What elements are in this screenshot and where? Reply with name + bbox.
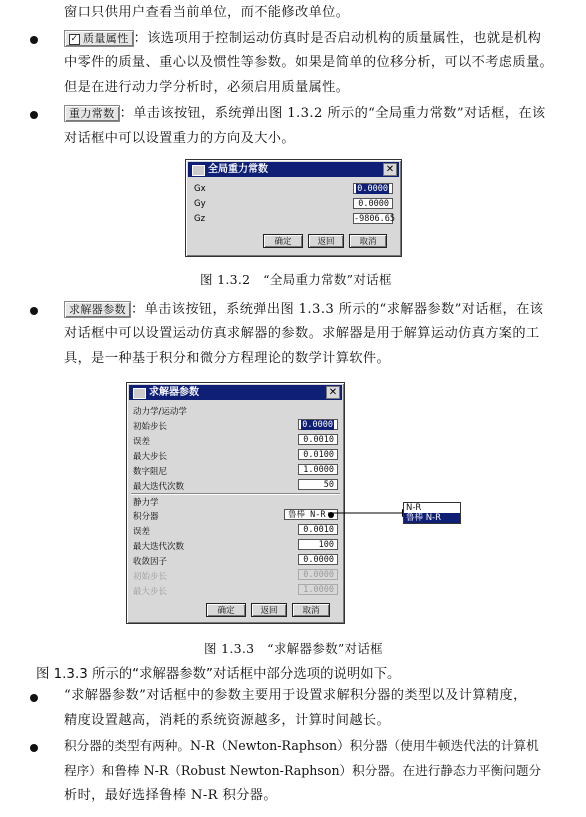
- error-label: 误差: [133, 437, 151, 447]
- gx-input[interactable]: [353, 183, 393, 194]
- ok-button[interactable]: 确定: [206, 603, 246, 617]
- gy-input[interactable]: 0.0000: [353, 198, 393, 209]
- dialog-title-bar: [129, 385, 342, 400]
- integrator-dropdown-list: [403, 502, 461, 524]
- damping-input[interactable]: 1.0000: [298, 464, 338, 475]
- text-line: 对话框中可以设置重力的方向及大小。: [64, 131, 295, 146]
- max-step-label: 最大步长: [133, 452, 168, 462]
- gravity-dialog: [185, 159, 402, 257]
- integrator-label: 积分器: [133, 512, 159, 522]
- gx-value: 0.0000: [357, 184, 388, 194]
- init-step-label: 初始步长: [133, 422, 168, 432]
- back-button[interactable]: 返回: [308, 234, 344, 248]
- max-iter-label: 最大迭代次数: [133, 482, 185, 492]
- cancel-button[interactable]: 取消: [349, 234, 387, 248]
- text-span: ：单击该按钮，系统弹出图 1.3.3 所示的“求解器参数”对话框，在该: [131, 302, 544, 317]
- text-line: 中零件的质量、重心以及惯性等参数。如果是简单的位移分析，可以不考虑质量。: [64, 55, 554, 70]
- static-max-step-input: 1.0000: [298, 584, 338, 595]
- arrow-connector: [320, 500, 410, 530]
- dropdown-option-robust-nr[interactable]: 鲁棒 N-R: [404, 513, 460, 523]
- gy-label: Gy: [194, 199, 206, 209]
- window-icon: [192, 165, 205, 176]
- text-line: 精度设置越高，消耗的系统资源越多，计算时间越长。: [64, 713, 391, 728]
- ok-button[interactable]: 确定: [263, 234, 303, 248]
- figure-caption: 图 1.3.2 “全局重力常数”对话框: [200, 272, 392, 287]
- text-span: ：该选项用于控制运动仿真时是否启动机构的质量属性，也就是机构: [133, 31, 542, 46]
- gx-label: Gx: [194, 184, 206, 194]
- dropdown-option-nr[interactable]: N-R: [406, 503, 422, 513]
- static-max-iter-label: 最大迭代次数: [133, 542, 185, 552]
- dialog-title: 全局重力常数: [208, 164, 268, 175]
- integrator-value: 鲁棒 N-R: [288, 510, 326, 520]
- text-line: “求解器参数”对话框中的参数主要用于设置求解积分器的类型以及计算精度，: [64, 688, 527, 703]
- dialog-title: 求解器参数: [149, 387, 199, 398]
- bullet: [30, 36, 38, 44]
- back-button[interactable]: 返回: [251, 603, 287, 617]
- gz-input[interactable]: -9806.65: [354, 214, 395, 224]
- group-label-dynamics: 动力学/运动学: [133, 407, 187, 417]
- gravity-button-ui: 重力常数: [64, 105, 120, 122]
- text-line: 程序）和鲁棒 N-R（Robust Newton-Raphson）积分器。在进行静态力平衡问题分: [64, 763, 542, 778]
- text-span: ：单击该按钮，系统弹出图 1.3.2 所示的“全局重力常数”对话框，在该: [119, 106, 546, 121]
- text-line: 具，是一种基于积分和微分方程理论的数学计算软件。: [64, 351, 391, 366]
- solver-button-ui: 求解器参数: [64, 301, 131, 318]
- converge-input[interactable]: 0.0000: [298, 554, 338, 565]
- check-icon: ✓: [70, 33, 79, 44]
- solver-dialog: [126, 382, 345, 624]
- text-line: 析时，最好选择鲁棒 N-R 积分器。: [64, 788, 277, 803]
- section-heading: 图 1.3.3 所示的“求解器参数”对话框中部分选项的说明如下。: [36, 667, 401, 682]
- text-line: 窗口只供用户查看当前单位，而不能修改单位。: [64, 5, 350, 20]
- static-init-step-label: 初始步长: [133, 572, 168, 582]
- text-line: [64, 105, 546, 122]
- max-iter-input[interactable]: 50: [298, 479, 338, 490]
- close-icon[interactable]: ✕: [326, 386, 340, 399]
- bullet: [30, 694, 38, 702]
- text-line: [64, 30, 541, 47]
- bullet: [30, 307, 38, 315]
- text-line: [64, 301, 543, 318]
- bullet: [30, 111, 38, 119]
- static-error-input[interactable]: 0.0010: [298, 524, 338, 535]
- text-line: 积分器的类型有两种。N-R（Newton-Raphson）积分器（使用牛顿迭代法的计算机: [64, 738, 539, 753]
- text-line: 但是在进行动力学分析时，必须启用质量属性。: [64, 80, 350, 95]
- mass-property-label: 质量属性: [83, 32, 129, 45]
- static-max-step-label: 最大步长: [133, 587, 168, 597]
- separator: [131, 493, 340, 495]
- dialog-title-bar: [188, 162, 399, 177]
- gz-label: Gz: [194, 214, 206, 224]
- mass-property-checkbox-ui: [64, 30, 134, 47]
- error-input[interactable]: 0.0010: [298, 434, 338, 445]
- figure-caption: 图 1.3.3 “求解器参数”对话框: [204, 641, 383, 656]
- text-line: 对话框中可以设置运动仿真求解器的参数。求解器是用于解算运动仿真方案的工: [64, 326, 540, 341]
- max-step-input[interactable]: 0.0100: [298, 449, 338, 460]
- window-icon: [133, 388, 146, 399]
- damping-label: 数字阻尼: [133, 467, 168, 477]
- close-icon[interactable]: ✕: [383, 163, 397, 176]
- static-error-label: 误差: [133, 527, 151, 537]
- bullet: [30, 744, 38, 752]
- init-step-value: 0.0000: [302, 420, 333, 430]
- static-init-step-input: 0.0000: [298, 569, 338, 580]
- static-max-iter-input[interactable]: 100: [298, 539, 338, 550]
- cancel-button[interactable]: 取消: [292, 603, 330, 617]
- group-label-static: 静力学: [133, 498, 159, 508]
- converge-label: 收敛因子: [133, 557, 168, 567]
- init-step-input[interactable]: [298, 419, 338, 430]
